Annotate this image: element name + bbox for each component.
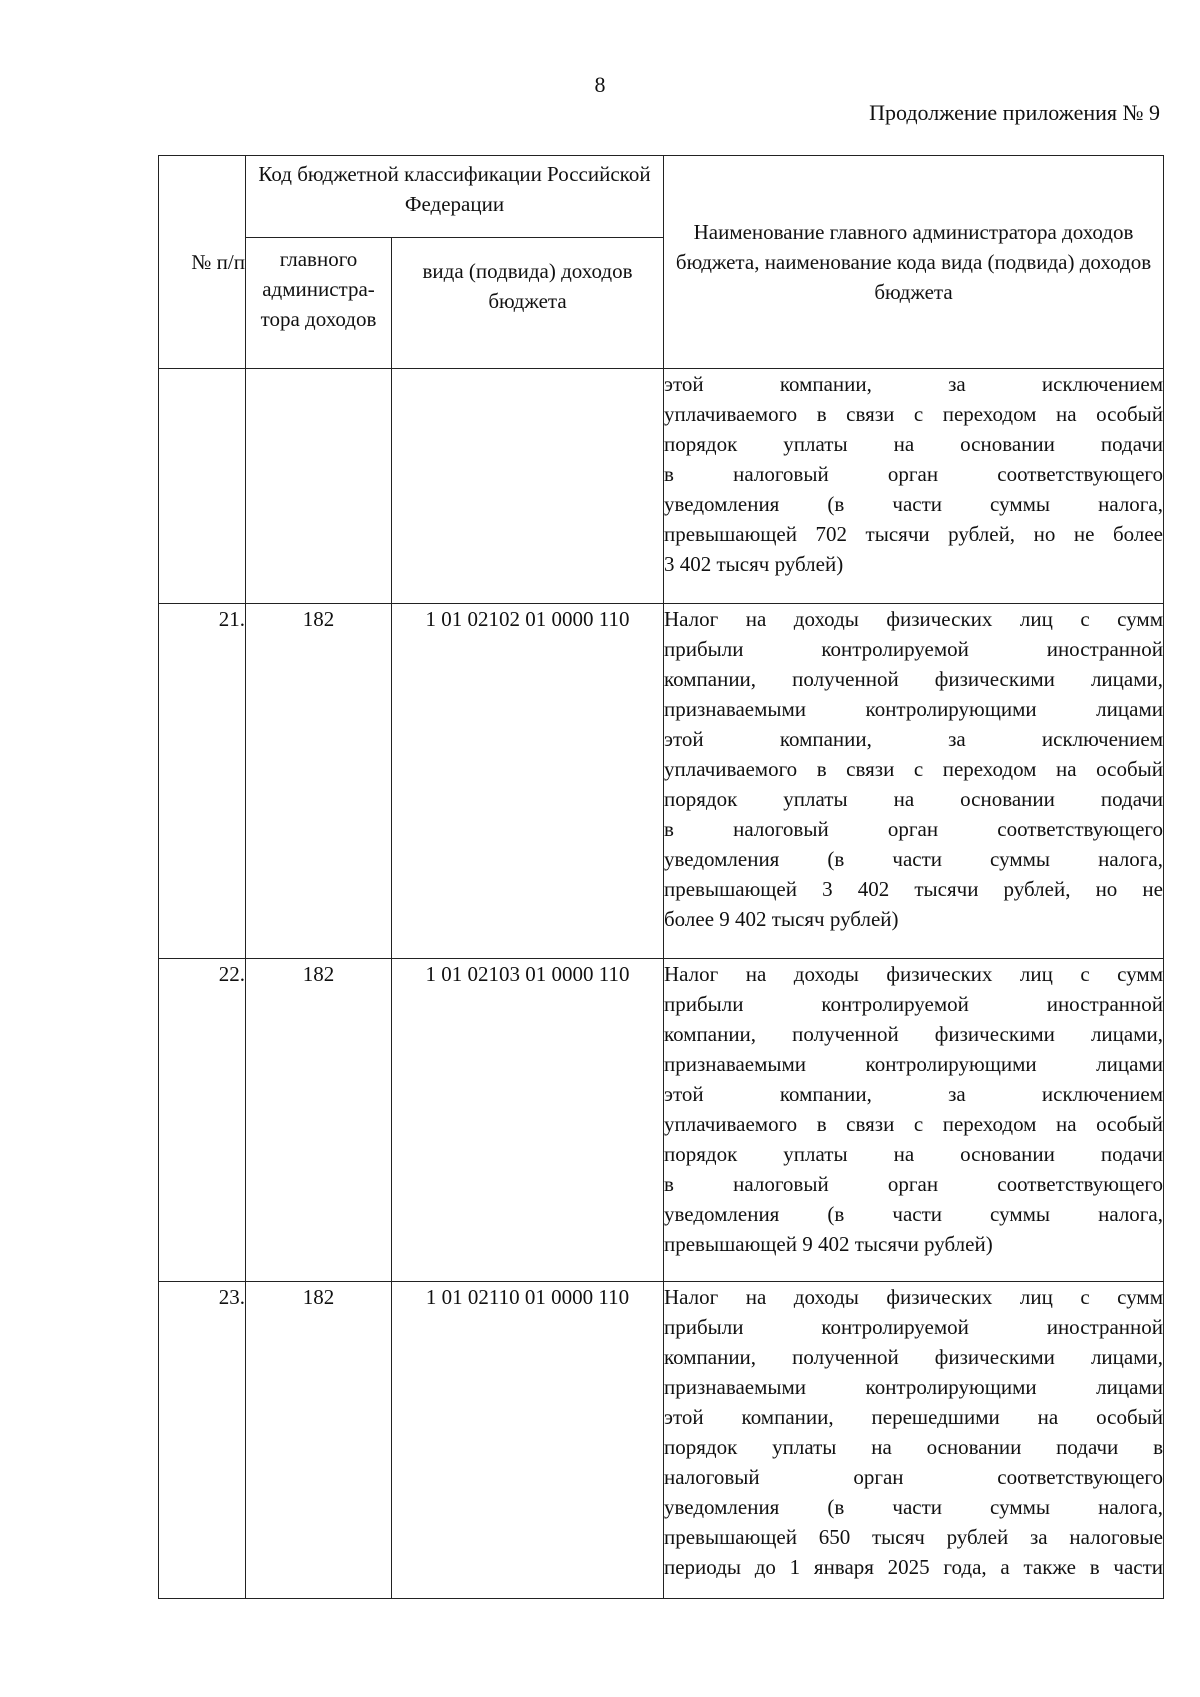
table-row-continuation bbox=[159, 369, 1164, 604]
description-line: прибыли контролируемой иностранной bbox=[664, 637, 1163, 661]
description-line: порядок уплаты на основании подачи bbox=[664, 1142, 1163, 1166]
cell-num: 21. bbox=[159, 604, 246, 959]
header-kind: вида (подвида) доходов бюджета bbox=[392, 238, 664, 369]
table-row bbox=[159, 604, 1164, 959]
cell-code-empty bbox=[392, 369, 664, 604]
description-line: Налог на доходы физических лиц с сумм bbox=[664, 607, 1163, 631]
description-line: уплачиваемого в связи с переходом на особый bbox=[664, 1112, 1163, 1136]
description-line: признаваемыми контролирующими лицами bbox=[664, 697, 1163, 721]
cell-num: 23. bbox=[159, 1282, 246, 1599]
budget-classification-table bbox=[158, 155, 1164, 1599]
appendix-continuation-caption: Продолжение приложения № 9 bbox=[869, 100, 1160, 125]
description-line: признаваемыми контролирующими лицами bbox=[664, 1052, 1163, 1076]
cell-description bbox=[664, 604, 1164, 959]
description-line: Налог на доходы физических лиц с сумм bbox=[664, 962, 1163, 986]
cell-admin-code: 182 bbox=[246, 959, 392, 1282]
description-line: в налоговый орган соответствующего bbox=[664, 462, 1163, 486]
description-line: уплачиваемого в связи с переходом на особый bbox=[664, 757, 1163, 781]
description-line: уведомления (в части суммы налога, bbox=[664, 1495, 1163, 1519]
cell-description bbox=[664, 1282, 1164, 1599]
cell-num-empty bbox=[159, 369, 246, 604]
description-line: уведомления (в части суммы налога, bbox=[664, 847, 1163, 871]
description-line: компании, полученной физическими лицами, bbox=[664, 1345, 1163, 1369]
description-line: этой компании, перешедшими на особый bbox=[664, 1405, 1163, 1429]
description-line: порядок уплаты на основании подачи bbox=[664, 432, 1163, 456]
description-line: 3 402 тысяч рублей) bbox=[664, 552, 844, 576]
description-line: в налоговый орган соответствующего bbox=[664, 1172, 1163, 1196]
description-line: уведомления (в части суммы налога, bbox=[664, 1202, 1163, 1226]
description-line: этой компании, за исключением bbox=[664, 1082, 1163, 1106]
cell-description bbox=[664, 959, 1164, 1282]
cell-budget-code: 1 01 02103 01 0000 110 bbox=[392, 959, 664, 1282]
description-line: в налоговый орган соответствующего bbox=[664, 817, 1163, 841]
description-line: уплачиваемого в связи с переходом на особый bbox=[664, 402, 1163, 426]
header-name: Наименование главного администратора доходов бюджета, наименование кода вида (подвида) доходов бюджета bbox=[664, 156, 1164, 369]
cell-description bbox=[664, 369, 1164, 604]
table-header-row bbox=[159, 156, 1164, 238]
description-line: порядок уплаты на основании подачи bbox=[664, 787, 1163, 811]
description-line: этой компании, за исключением bbox=[664, 372, 1163, 396]
header-admin: главного администра-тора доходов bbox=[246, 238, 392, 369]
description-line: превышающей 3 402 тысячи рублей, но не bbox=[664, 877, 1163, 901]
table-row bbox=[159, 959, 1164, 1282]
description-line: компании, полученной физическими лицами, bbox=[664, 1022, 1163, 1046]
cell-admin-empty bbox=[246, 369, 392, 604]
description-line: налоговый орган соответствующего bbox=[664, 1465, 1163, 1489]
header-code-group: Код бюджетной классификации Российской Федерации bbox=[246, 156, 664, 238]
cell-budget-code: 1 01 02102 01 0000 110 bbox=[392, 604, 664, 959]
cell-num: 22. bbox=[159, 959, 246, 1282]
description-line: этой компании, за исключением bbox=[664, 727, 1163, 751]
cell-admin-code: 182 bbox=[246, 604, 392, 959]
cell-budget-code: 1 01 02110 01 0000 110 bbox=[392, 1282, 664, 1599]
description-line: порядок уплаты на основании подачи в bbox=[664, 1435, 1163, 1459]
cell-admin-code: 182 bbox=[246, 1282, 392, 1599]
description-line: прибыли контролируемой иностранной bbox=[664, 1315, 1163, 1339]
description-line: более 9 402 тысяч рублей) bbox=[664, 907, 899, 931]
description-line: Налог на доходы физических лиц с сумм bbox=[664, 1285, 1163, 1309]
description-line: компании, полученной физическими лицами, bbox=[664, 667, 1163, 691]
description-line: уведомления (в части суммы налога, bbox=[664, 492, 1163, 516]
description-line: превышающей 9 402 тысячи рублей) bbox=[664, 1232, 993, 1256]
header-num: № п/п bbox=[159, 156, 246, 369]
description-line: прибыли контролируемой иностранной bbox=[664, 992, 1163, 1016]
description-line: признаваемыми контролирующими лицами bbox=[664, 1375, 1163, 1399]
table-row bbox=[159, 1282, 1164, 1599]
description-line: периоды до 1 января 2025 года, а также в части bbox=[664, 1555, 1163, 1579]
description-line: превышающей 702 тысячи рублей, но не более bbox=[664, 522, 1163, 546]
description-line: превышающей 650 тысяч рублей за налоговые bbox=[664, 1525, 1163, 1549]
page-number: 8 bbox=[594, 72, 606, 97]
